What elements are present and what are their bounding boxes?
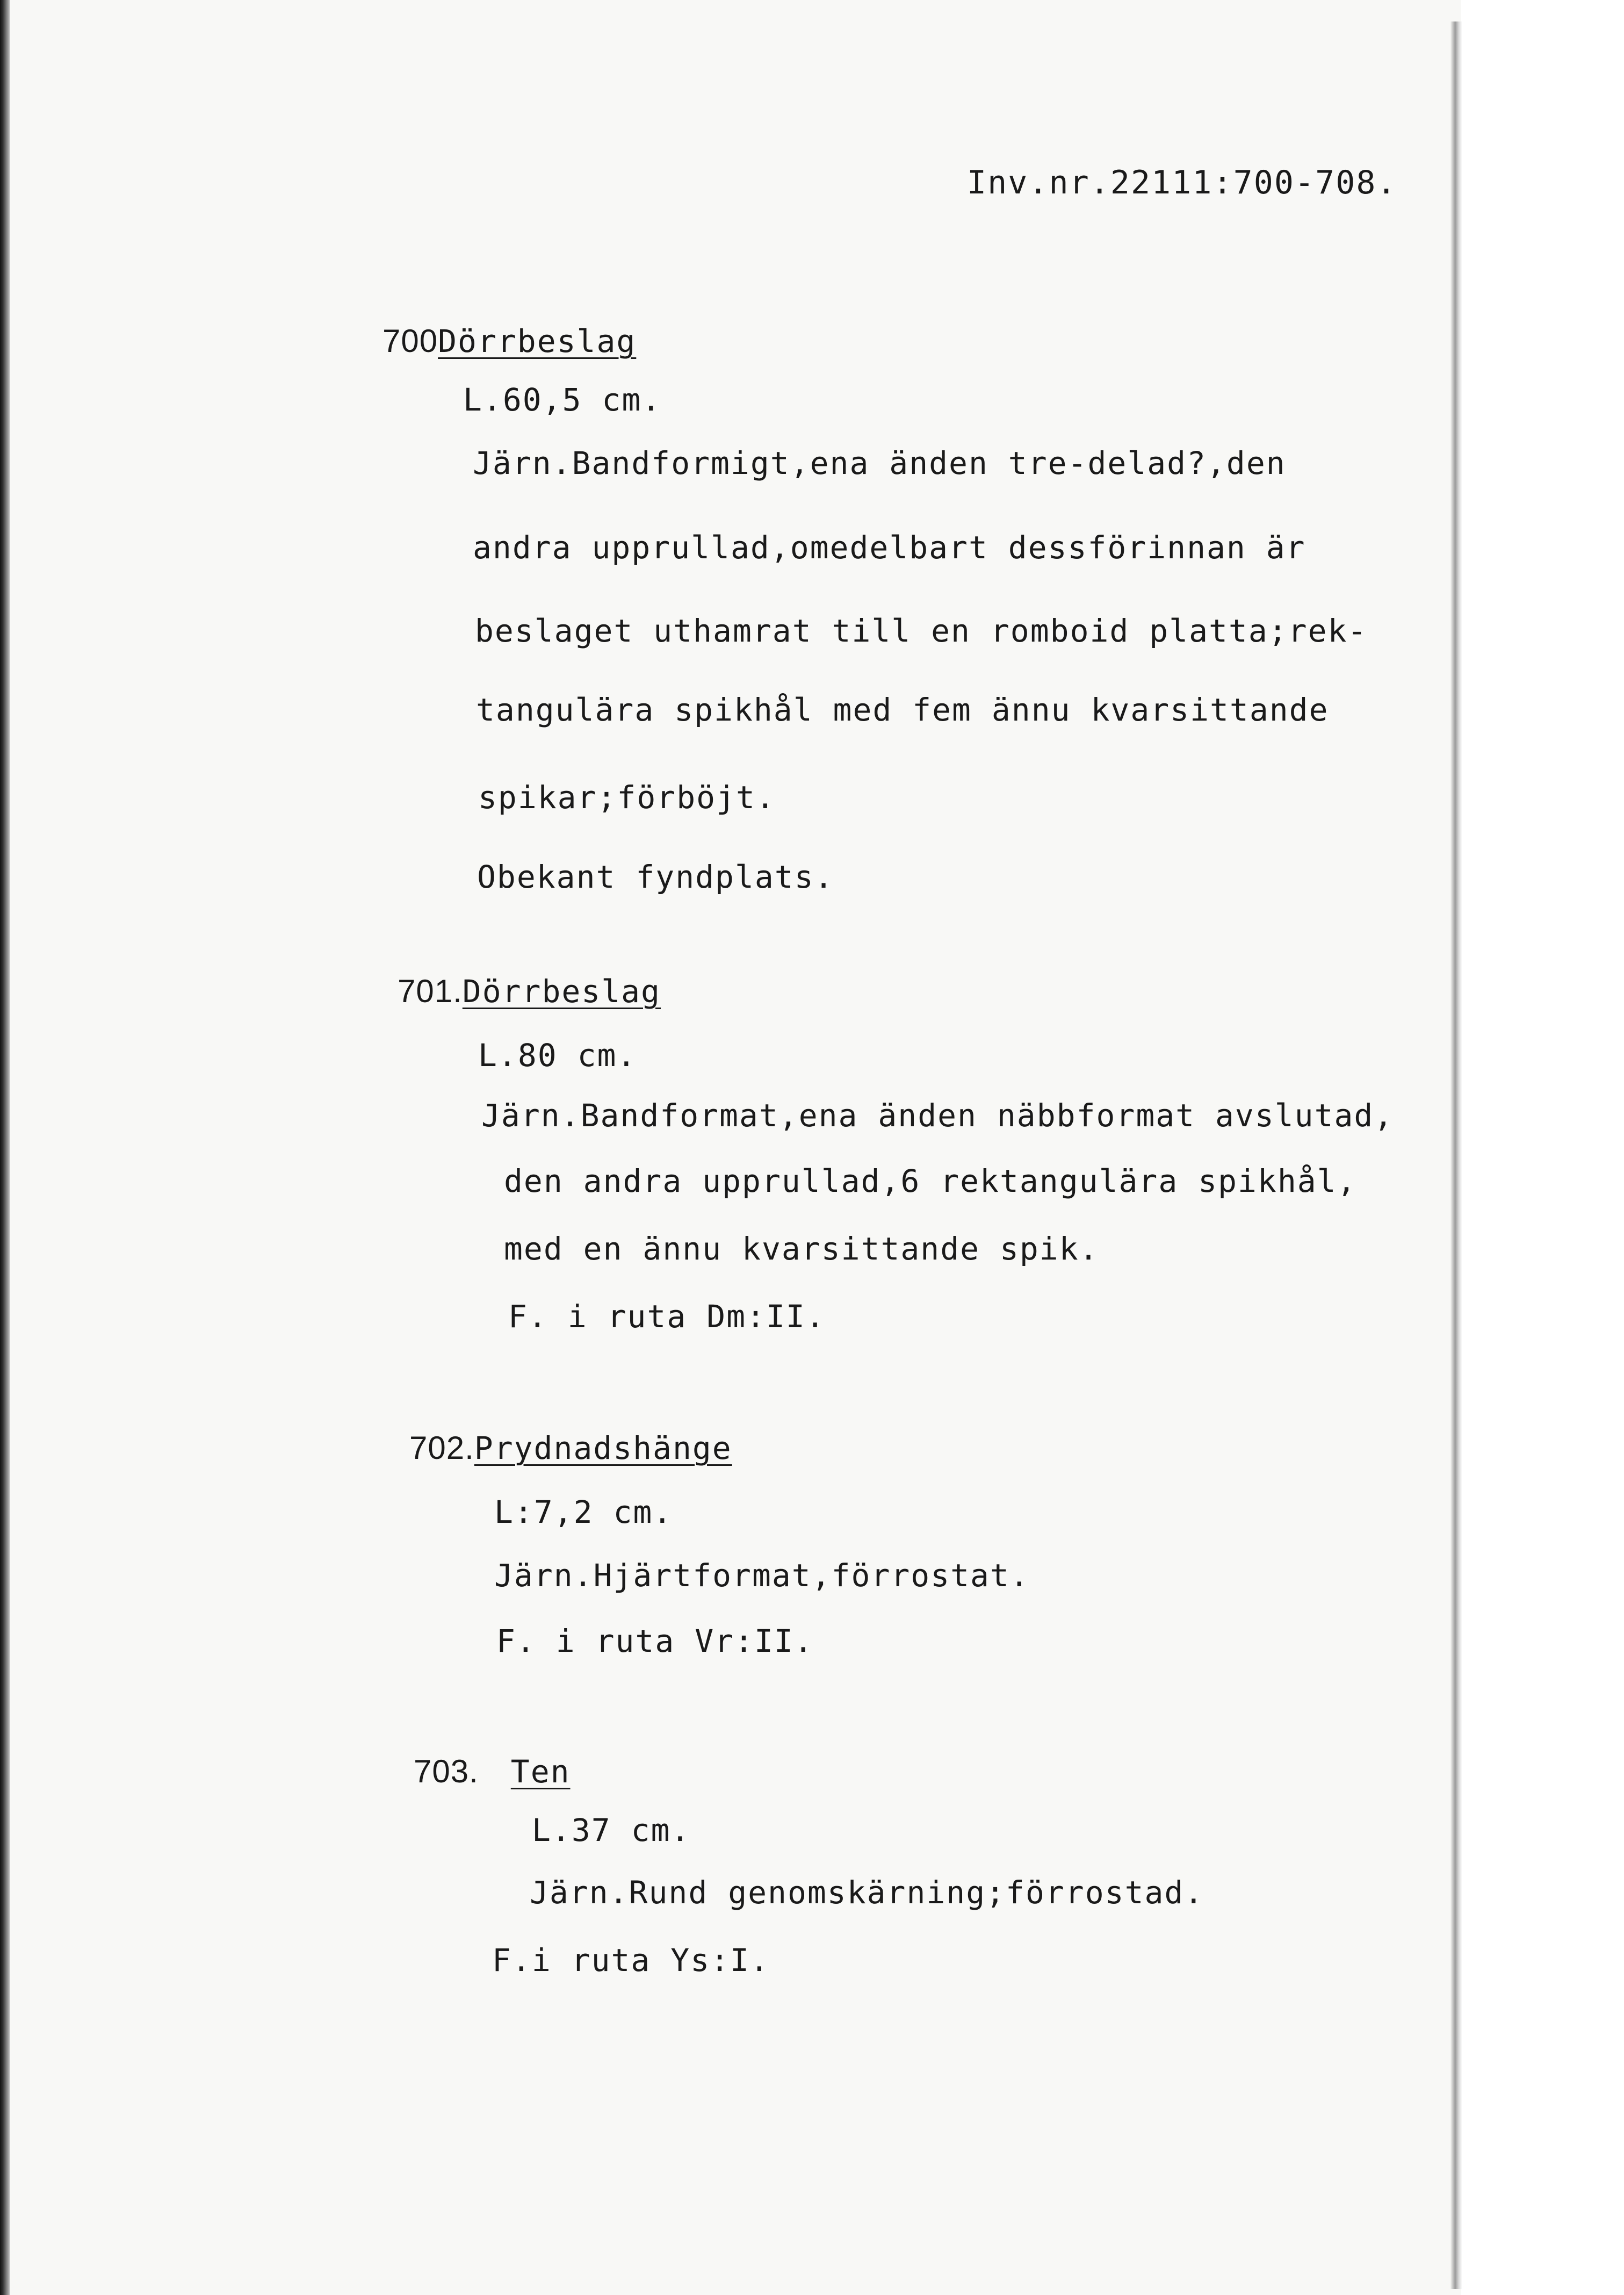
- entry-line: Järn.Rund genomskärning;förrostad.: [530, 1874, 1204, 1911]
- entry-title: Prydnadshänge: [474, 1430, 732, 1466]
- entry-line: tangulära spikhål med fem ännu kvarsittande: [476, 692, 1329, 728]
- entry-line: Järn.Bandformat,ena änden näbbformat avslutad,: [481, 1097, 1394, 1134]
- entry-701: [398, 973, 661, 1010]
- entry-title: Dörrbeslag: [438, 323, 637, 359]
- inventory-number: Inv.nr.22111:700-708.: [967, 164, 1397, 202]
- entry-line: den andra upprullad,6 rektangulära spikhål,: [504, 1163, 1357, 1199]
- entry-line: andra upprullad,omedelbart dessförinnan är: [473, 529, 1306, 566]
- entry-number: 702.: [409, 1430, 474, 1466]
- entry-line: L:7,2 cm.: [494, 1494, 673, 1530]
- entry-line: L.37 cm.: [532, 1812, 691, 1848]
- scan-edge-right: [1450, 21, 1462, 2289]
- entry-title: Dörrbeslag: [462, 973, 661, 1010]
- entry-line: Järn.Hjärtformat,förrostat.: [494, 1557, 1030, 1594]
- entry-line: L.60,5 cm.: [463, 382, 662, 418]
- entry-line: Järn.Bandformigt,ena änden tre-delad?,den: [473, 445, 1286, 481]
- entry-703: [414, 1753, 571, 1790]
- entry-700: [382, 322, 636, 359]
- entry-number: 703.: [414, 1753, 479, 1789]
- entry-title: Ten: [510, 1753, 571, 1790]
- entry-number: 700: [382, 323, 438, 359]
- entry-line: Obekant fyndplats.: [477, 859, 834, 895]
- entry-number: 701.: [398, 973, 463, 1009]
- entry-702: [409, 1429, 732, 1466]
- entry-line: beslaget uthamrat till en romboid platta;rek-: [475, 613, 1368, 649]
- entry-line: med en ännu kvarsittande spik.: [504, 1231, 1099, 1267]
- entry-line: F.i ruta Ys:I.: [492, 1942, 770, 1979]
- scan-edge-left: [0, 0, 10, 2295]
- entry-line: spikar;förböjt.: [478, 779, 776, 816]
- entry-line: F. i ruta Vr:II.: [496, 1623, 814, 1659]
- entry-line: L.80 cm.: [478, 1037, 637, 1074]
- entry-line: F. i ruta Dm:II.: [508, 1298, 826, 1335]
